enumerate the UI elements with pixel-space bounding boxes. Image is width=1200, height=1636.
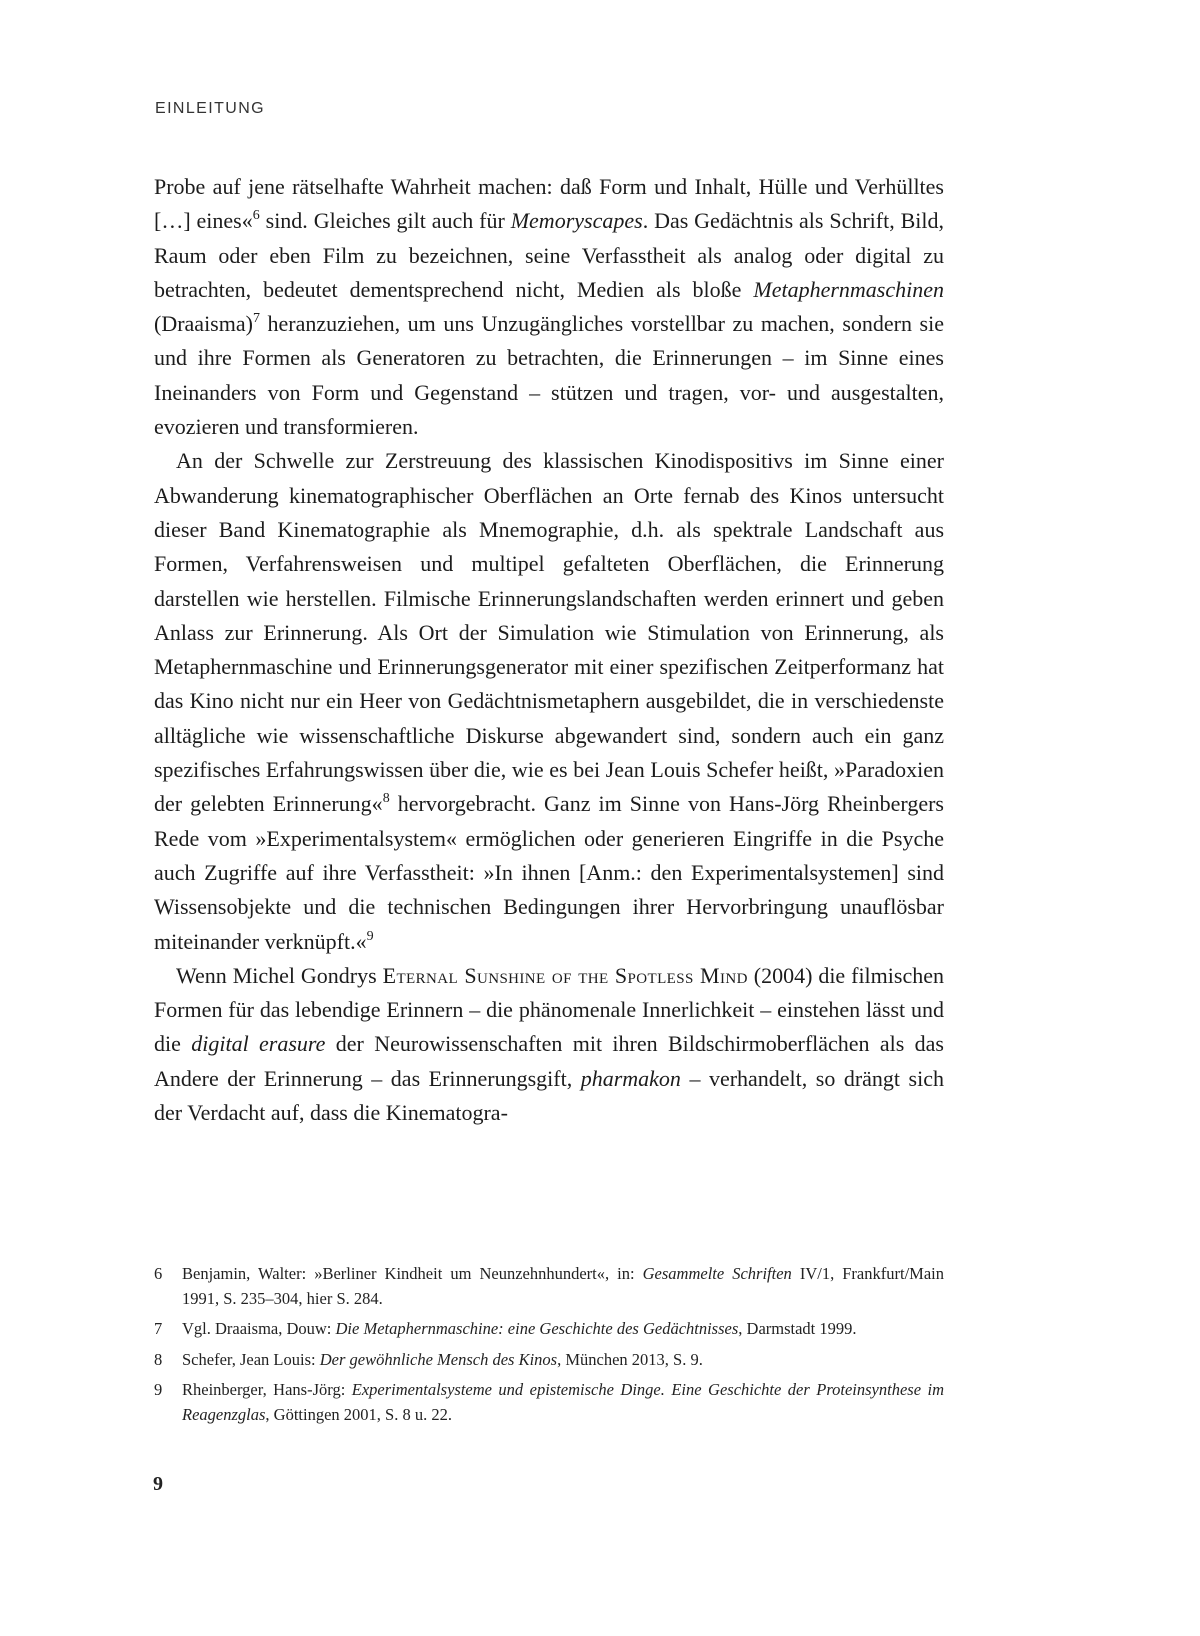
- main-text: [154, 170, 944, 1130]
- text-run: – verhandelt, so drängt sich der Verdacht auf, dass die Kinematogra-: [154, 1065, 944, 1126]
- text-run: hervorgebracht. Ganz im Sinne von Hans-Jörg Rheinbergers Rede vom »Experimentalsystem« ermöglichen oder generieren Eingriffe in die Psyche auch Zugriffe auf ihre Verfasstheit: »In ihnen [Anm.: den Experimentalsystemen] sind Wissensobjekte und die technischen Bedingungen ihrer Hervorbringung unauflösbar miteinander verknüpft.«: [154, 791, 944, 954]
- italic-text: Die Metaphernmaschine: eine Geschichte des Gedächtnisses: [335, 1319, 739, 1338]
- text-run: , Göttingen 2001, S. 8 u. 22.: [265, 1404, 452, 1424]
- italic-text: Experimentalsysteme und epistemische Dinge. Eine Geschichte der Proteinsynthese im Reagenzglas: [182, 1380, 945, 1424]
- text-run: Probe auf jene rätselhafte Wahrheit machen: daß Form und Inhalt, Hülle und Verhülltes […] eines«: [154, 174, 944, 234]
- footnote-number: 9: [154, 1380, 163, 1399]
- text-run: IV/1, Frankfurt/Main 1991, S. 235–304, hier S. 284.: [182, 1264, 944, 1308]
- body-paragraph: [154, 444, 944, 958]
- body-paragraph: [154, 959, 944, 1130]
- page-number: 9: [153, 1473, 163, 1495]
- italic-text: pharmakon: [580, 1065, 681, 1091]
- footnote-reference: 6: [252, 208, 260, 224]
- footnote: [154, 1317, 944, 1342]
- text-run: . Das Gedächtnis als Schrift, Bild, Raum oder eben Film zu bezeichnen, seine Verfasstheit als analog oder digital zu betrachten, bedeutet dementsprechend nicht, Medien als bloße: [154, 208, 944, 302]
- footnote-reference: 9: [366, 928, 374, 944]
- text-run: Wenn Michel Gondrys: [176, 962, 383, 988]
- footnote: [154, 1262, 944, 1311]
- film-title: Eternal Sunshine of the Spotless Mind: [382, 962, 748, 988]
- footnote-reference: 8: [382, 791, 390, 807]
- footnote-number: 7: [154, 1319, 163, 1338]
- italic-text: digital erasure: [191, 1031, 326, 1057]
- text-run: , Darmstadt 1999.: [738, 1319, 857, 1338]
- footnote-reference: 7: [252, 311, 260, 327]
- text-run: (2004) die filmischen Formen für das lebendige Erinnern – die phänomenale Innerlichkeit – einstehen lässt und die: [154, 962, 944, 1057]
- text-run: An der Schwelle zur Zerstreuung des klassischen Kinodispositivs im Sinne einer Abwanderung kinematographischer Oberflächen an Orte fernab des Kinos untersucht dieser Band Kinematographie als Mnemographie, d.h. als spektrale Landschaft aus Formen, Verfahrensweisen und multipel gefalteten Oberflächen, die Erinnerung darstellen wie herstellen. Filmische Erinnerungslandschaften werden erinnert und geben Anlass zur Erinnerung. Als Ort der Simulation wie Stimulation von Erinnerung, als Metaphernmaschine und Erinnerungsgenerator mit einer spezifischen Zeitperformanz hat das Kino nicht nur ein Heer von Gedächtnismetaphern ausgebildet, die in verschiedenste alltägliche wie wissenschaftliche Diskurse abgewandert sind, sondern auch ein ganz spezifisches Erfahrungswissen über die, wie es bei Jean Louis Schefer heißt, »Paradoxien der gelebten Erinnerung«: [154, 448, 944, 817]
- footnotes: [154, 1262, 944, 1433]
- italic-text: Der gewöhnliche Mensch des Kinos: [319, 1349, 558, 1369]
- body-paragraph: [154, 170, 944, 444]
- text-run: (Draaisma): [154, 311, 253, 337]
- running-head: EINLEITUNG: [155, 100, 266, 117]
- footnote-number: 6: [154, 1264, 163, 1283]
- footnote-number: 8: [154, 1349, 163, 1369]
- footnote: [154, 1378, 944, 1427]
- italic-text: Metaphernmaschinen: [753, 276, 944, 302]
- text-run: der Neurowissenschaften mit ihren Bildschirmoberflächen als das Andere der Erinnerung – das Erinnerungsgift,: [154, 1031, 944, 1091]
- text-run: , München 2013, S. 9.: [557, 1349, 703, 1369]
- text-run: Vgl. Draaisma, Douw:: [182, 1319, 336, 1338]
- italic-text: Memoryscapes: [510, 208, 643, 234]
- text-run: heranzuziehen, um uns Unzugängliches vorstellbar zu machen, sondern sie und ihre Formen als Generatoren zu betrachten, die Erinnerungen – im Sinne eines Ineinanders von Form und Gegenstand – stützen und tragen, vor- und ausgestalten, evozieren und transformieren.: [154, 311, 944, 440]
- footnote: [154, 1348, 944, 1373]
- text-run: Schefer, Jean Louis:: [182, 1349, 320, 1369]
- text-run: Benjamin, Walter: »Berliner Kindheit um Neunzehnhundert«, in:: [182, 1264, 643, 1283]
- italic-text: Gesammelte Schriften: [642, 1264, 792, 1283]
- text-run: sind. Gleiches gilt auch für: [259, 208, 511, 234]
- text-run: Rheinberger, Hans-Jörg:: [182, 1380, 352, 1399]
